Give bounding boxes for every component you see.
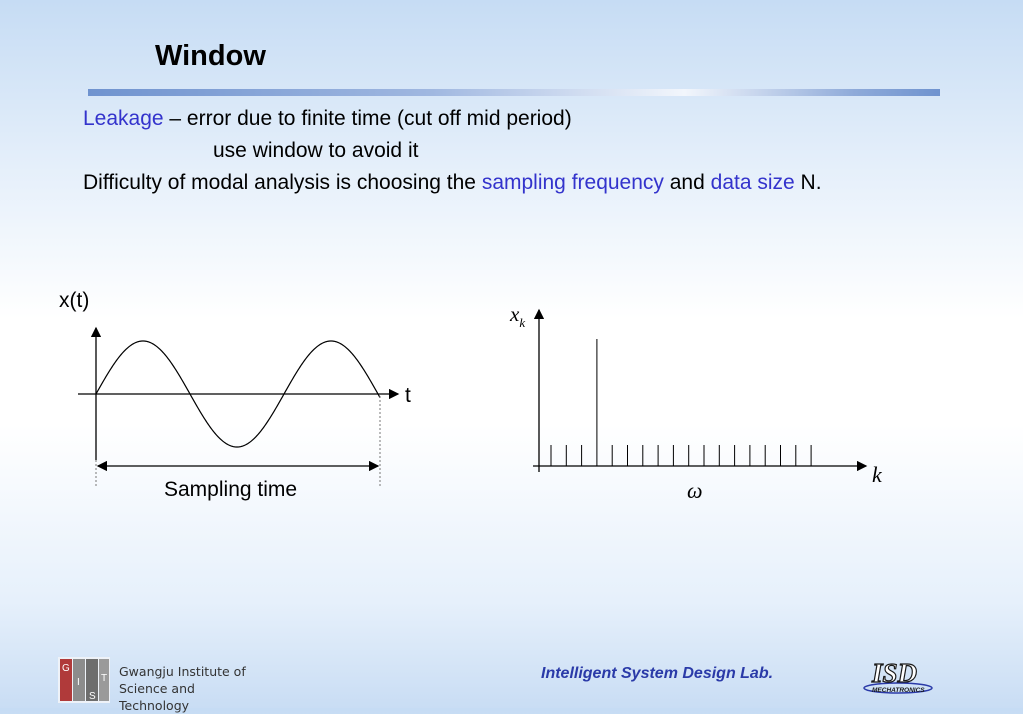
time-x-label: t: [405, 384, 411, 407]
gist-institute-logo: [58, 655, 254, 713]
data-size-term: data size: [710, 171, 795, 194]
gist-letter-s: S: [89, 691, 96, 702]
spectrum-x-label: k: [872, 462, 882, 487]
spectrum-y-label: [509, 302, 525, 330]
lab-name: Intelligent System Design Lab.: [541, 665, 774, 682]
leakage-term: Leakage: [83, 107, 164, 130]
slide-title: Window: [155, 40, 266, 72]
gist-letter-g: G: [62, 663, 70, 674]
isd-mechatronics-logo: [858, 652, 936, 698]
gist-logo-mark: [58, 657, 110, 703]
gist-name-line2: Science and Technology: [119, 681, 195, 713]
omega-label: ω: [687, 478, 703, 503]
spectrum-spikes: [551, 339, 811, 466]
sampling-frequency-term: sampling frequency: [481, 171, 664, 194]
sampling-time-label: Sampling time: [164, 478, 298, 501]
gist-name-line1: Gwangju Institute of: [119, 664, 246, 679]
difficulty-pre: Difficulty of modal analysis is choosing the: [83, 171, 482, 194]
difficulty-post: N.: [794, 171, 822, 194]
gist-letter-t: T: [101, 673, 108, 684]
spectrum-y-label-main: x: [510, 302, 520, 326]
spectrum-y-label-sub: k: [519, 315, 526, 330]
gist-institute-name: [119, 663, 254, 714]
difficulty-mid: and: [663, 171, 711, 194]
time-y-label: x(t): [59, 289, 90, 312]
leakage-description: – error due to finite time (cut off mid period): [163, 107, 572, 130]
gist-letter-i: I: [77, 677, 80, 688]
isd-logo-text: ISD: [872, 658, 918, 688]
isd-logo-subtext: MECHATRONICS: [872, 687, 925, 694]
window-advice-line: use window to avoid it: [213, 139, 419, 162]
